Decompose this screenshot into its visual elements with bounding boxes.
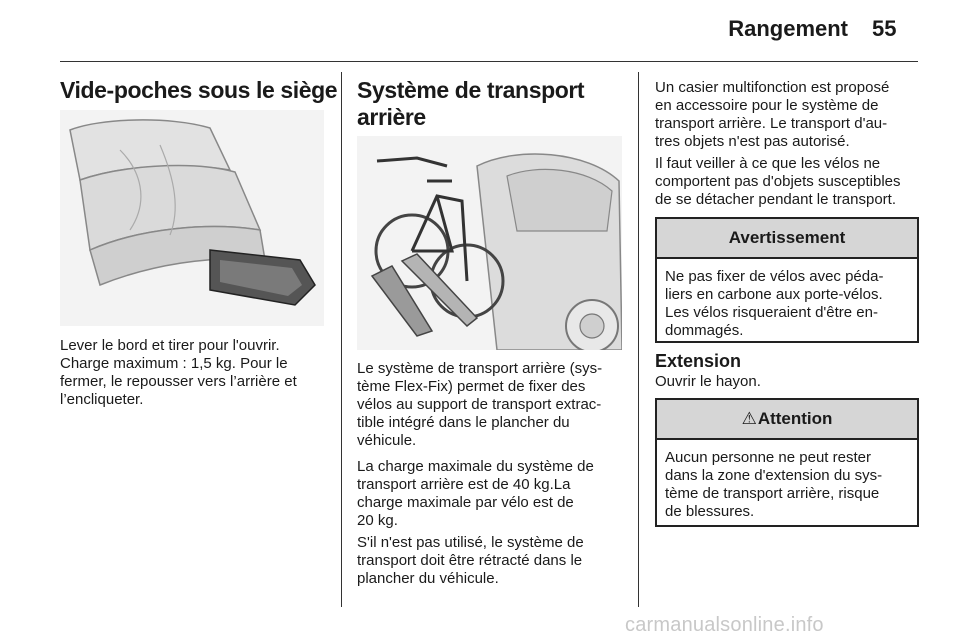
caution-box: [655, 398, 919, 527]
warning-title: Avertissement: [657, 219, 917, 259]
extension-heading: Extension: [655, 351, 742, 371]
caution-title: Attention: [757, 409, 833, 428]
underseat-tray-text: Lever le bord et tirer pour l'ouvrir. Charge maximum : 1,5 kg. Pour le fermer, le repousser vers l’arrière et l’encliqueter.: [60, 337, 297, 408]
section-heading-underseat-tray: Vide-poches sous le siège: [60, 77, 338, 103]
section-heading-rear-carrier: Système de transport arrière: [357, 77, 585, 130]
extension-text: Ouvrir le hayon.: [655, 373, 761, 390]
page-number: 55: [872, 16, 897, 41]
carrier-retract-text: S'il n'est pas utilisé, le système de transport doit être rétracté dans le plancher du véhicule.: [357, 534, 584, 587]
warning-triangle-icon: ⚠: [741, 409, 757, 428]
carrier-description-text: Le système de transport arrière (sys- tème Flex-Fix) permet de fixer des vélos au support de transport extrac- tible intégré dans le plancher du véhicule.: [357, 360, 603, 449]
caution-text: Aucun personne ne peut rester dans la zone d'extension du sys- tème de transport arrière, risque de blessures.: [665, 449, 883, 520]
seat-drawer-illustration: [60, 110, 324, 326]
loose-objects-text: Il faut veiller à ce que les vélos ne comportent pas d'objets susceptibles de se détacher pendant le transport.: [655, 155, 901, 208]
warning-text: Ne pas fixer de vélos avec péda- liers en carbone aux porte-vélos. Les vélos risqueraient d'être en- dommagés.: [665, 268, 884, 339]
seat-drawer-drawing: [60, 110, 324, 326]
carrier-load-text: La charge maximale du système de transport arrière est de 40 kg.La charge maximale par vélo est de 20 kg.: [357, 458, 594, 529]
header-rule: [60, 61, 918, 62]
watermark: carmanualsonline.info: [625, 614, 824, 636]
caution-header: [657, 400, 917, 440]
running-header-title: Rangement: [728, 16, 848, 41]
column-divider-1: [341, 72, 342, 607]
bike-carrier-drawing: [357, 136, 622, 350]
column-divider-2: [638, 72, 639, 607]
bike-carrier-illustration: [357, 136, 622, 350]
warning-box: [655, 217, 919, 343]
multifunction-box-text: Un casier multifonction est proposé en accessoire pour le système de transport arrière. Le transport d'au- tres objets n'est pas autorisé.: [655, 79, 890, 150]
